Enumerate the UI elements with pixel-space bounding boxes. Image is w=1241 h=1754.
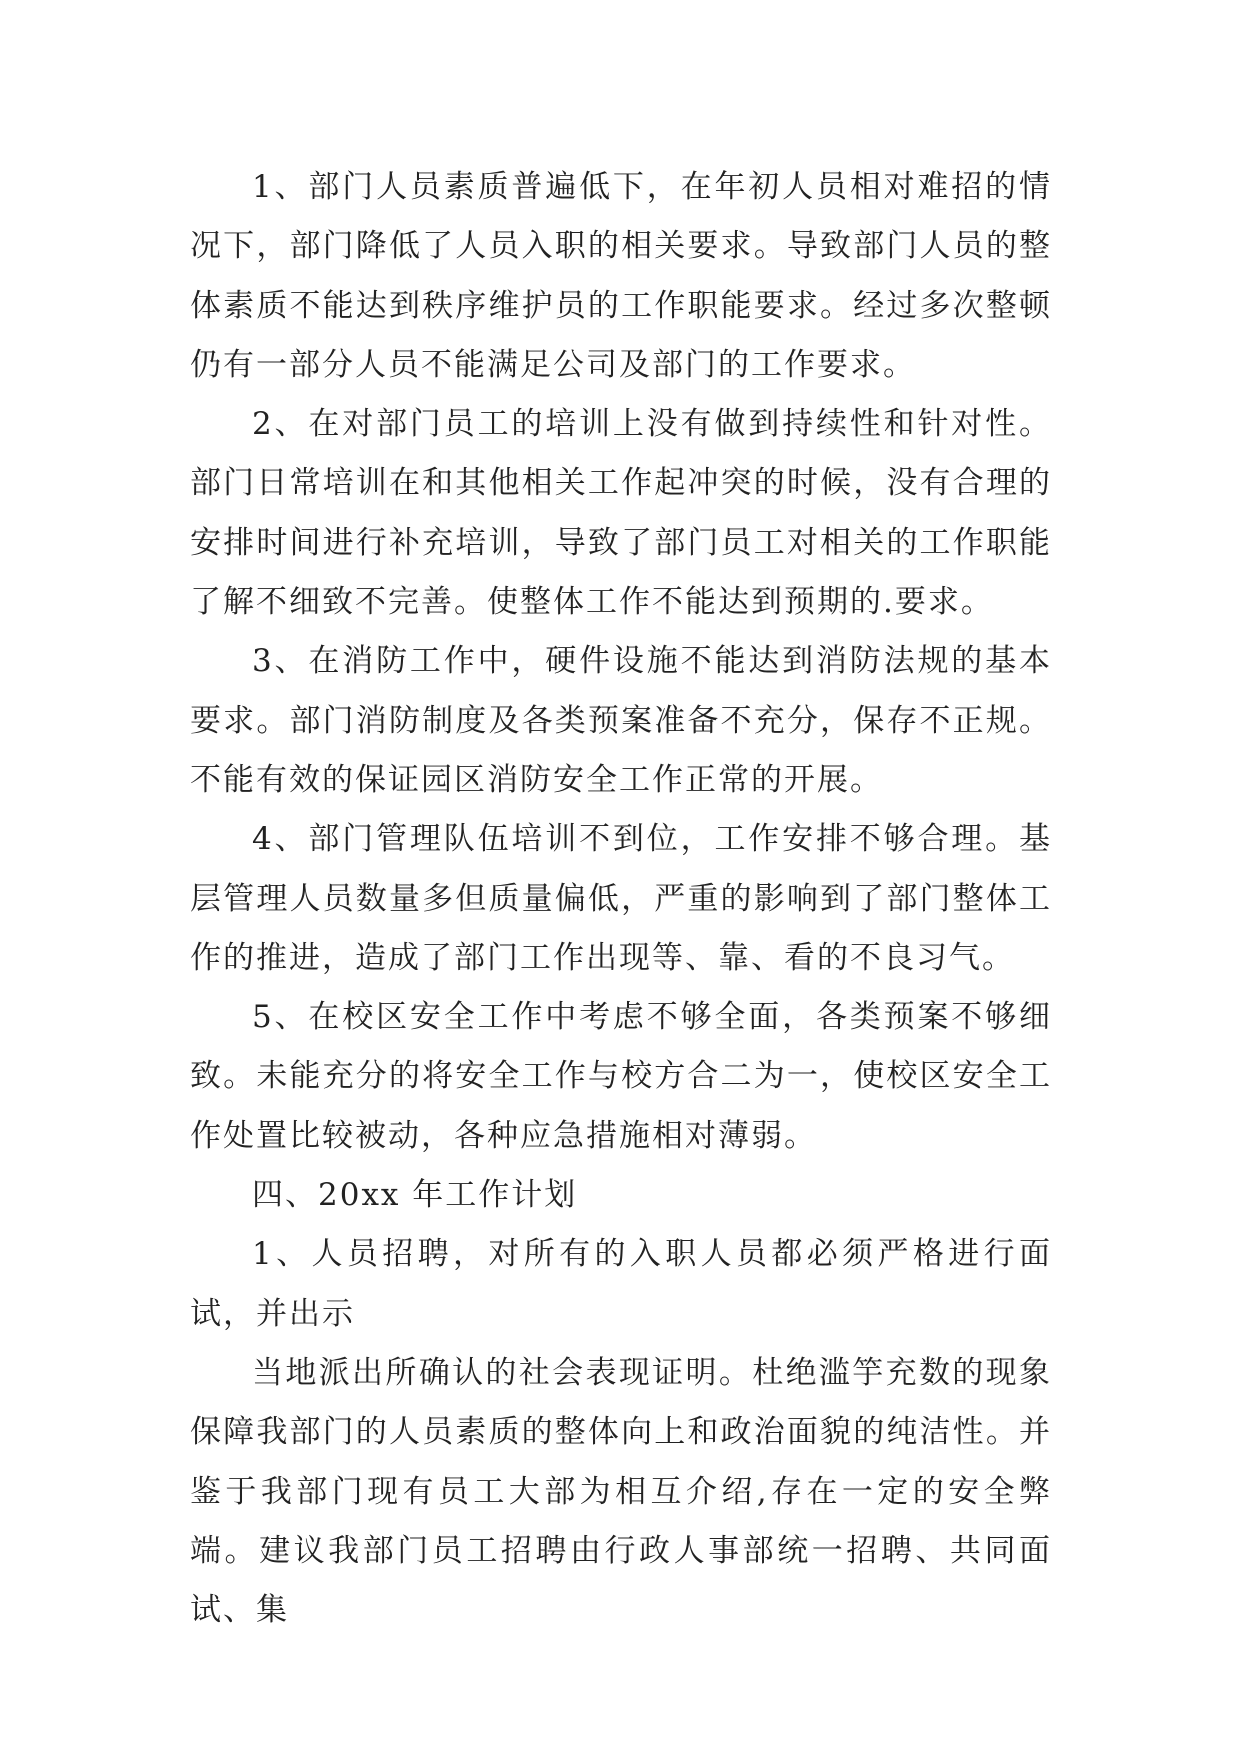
document-body — [190, 158, 1052, 1640]
paragraph-problem-5: 5、在校区安全工作中考虑不够全面，各类预案不够细致。未能充分的将安全工作与校方合二为一，使校区安全工作处置比较被动，各种应急措施相对薄弱。 — [190, 999, 1052, 1154]
paragraph-problem-3: 3、在消防工作中，硬件设施不能达到消防法规的基本要求。部门消防制度及各类预案准备不充分，保存不正规。不能有效的保证园区消防安全工作正常的开展。 — [190, 643, 1052, 798]
paragraph-plan-1-continued: 当地派出所确认的社会表现证明。杜绝滥竽充数的现象保障我部门的人员素质的整体向上和政治面貌的纯洁性。并鉴于我部门现有员工大部为相互介绍,存在一定的安全弊端。建议我部门员工招聘由行政人事部统一招聘、共同面试、集 — [190, 1354, 1052, 1629]
section-heading-work-plan: 四、20xx 年工作计划 — [252, 1177, 578, 1214]
paragraph-problem-2: 2、在对部门员工的培训上没有做到持续性和针对性。部门日常培训在和其他相关工作起冲突的时候，没有合理的安排时间进行补充培训，导致了部门员工对相关的工作职能了解不细致不完善。使整体工作不能达到预期的.要求。 — [190, 406, 1052, 621]
paragraph-plan-1: 1、人员招聘，对所有的入职人员都必须严格进行面试，并出示 — [190, 1236, 1052, 1332]
paragraph-problem-4: 4、部门管理队伍培训不到位，工作安排不够合理。基层管理人员数量多但质量偏低，严重的影响到了部门整体工作的推进，造成了部门工作出现等、靠、看的不良习气。 — [190, 821, 1052, 976]
paragraph-problem-1: 1、部门人员素质普遍低下，在年初人员相对难招的情况下，部门降低了人员入职的相关要求。导致部门人员的整体素质不能达到秩序维护员的工作职能要求。经过多次整顿仍有一部分人员不能满足公司及部门的工作要求。 — [190, 169, 1052, 383]
